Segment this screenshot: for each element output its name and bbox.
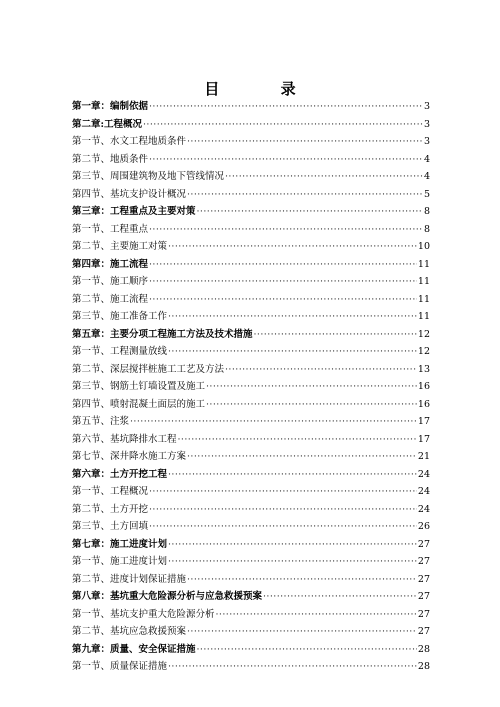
toc-chapter-entry[interactable] (72, 533, 430, 551)
toc-entry-title: 第二节、土方开挖 (72, 503, 149, 515)
toc-page-number: 13 (417, 363, 430, 375)
toc-entry-title: 第二节、施工流程 (72, 293, 149, 305)
toc-section-entry[interactable] (72, 515, 430, 533)
dot-leader (149, 521, 417, 533)
toc-entry-title: 第四章：施工流程 (72, 258, 149, 270)
toc-chapter-entry[interactable] (72, 638, 430, 656)
toc-page-number: 12 (417, 346, 430, 357)
toc-page-number: 17 (417, 416, 430, 427)
toc-entry-title: 第六节、基坑降排水工程 (72, 433, 177, 445)
toc-page-number: 17 (417, 433, 430, 445)
toc-section-entry[interactable] (72, 498, 430, 516)
toc-section-entry[interactable] (72, 235, 430, 253)
dot-leader (216, 609, 417, 621)
toc-page-number: 11 (417, 311, 430, 322)
toc-entry-title: 第四节、基坑支护设计概况 (72, 188, 187, 200)
toc-section-entry[interactable] (72, 358, 430, 376)
dot-leader (263, 591, 417, 603)
toc-chapter-entry[interactable] (72, 113, 430, 131)
toc-page-number: 3 (423, 136, 430, 147)
toc-chapter-entry[interactable] (72, 585, 430, 603)
toc-page-number: 27 (417, 626, 430, 637)
toc-entry-title: 第一节、工程重点 (72, 223, 149, 235)
dot-leader (149, 486, 417, 498)
toc-entry-title: 第二节、主要施工对策 (72, 241, 168, 252)
toc-chapter-entry[interactable] (72, 95, 430, 113)
toc-section-entry[interactable] (72, 183, 430, 201)
toc-section-entry[interactable] (72, 130, 430, 148)
dot-leader (187, 626, 417, 638)
toc-chapter-entry[interactable] (72, 253, 430, 271)
toc-entry-title: 第二节、基坑应急救援预案 (72, 626, 187, 637)
toc-title: 目 录 (204, 80, 324, 98)
dot-leader (168, 661, 417, 673)
toc-page-number: 11 (417, 258, 430, 270)
toc-chapter-entry[interactable] (72, 200, 430, 218)
toc-page-number: 26 (417, 521, 430, 532)
toc-page-number: 27 (417, 556, 430, 567)
dot-leader (149, 504, 417, 516)
toc-page-number: 8 (423, 206, 430, 217)
dot-leader (168, 241, 417, 253)
toc-section-entry[interactable] (72, 305, 430, 323)
toc-entry-title: 第二节、深层搅拌桩施工工艺及方法 (72, 363, 225, 375)
dot-leader (149, 276, 417, 288)
toc-section-entry[interactable] (72, 445, 430, 463)
toc-page-number: 27 (417, 591, 430, 602)
toc-section-entry[interactable] (72, 148, 430, 166)
toc-entry-title: 第三节、施工准备工作 (72, 311, 168, 322)
toc-page-number: 28 (417, 643, 430, 655)
toc-entry-title: 第七章：施工进度计划 (72, 538, 168, 550)
toc-entry-title: 第五章：主要分项工程施工方法及技术措施 (72, 328, 253, 340)
dot-leader (225, 364, 417, 376)
dot-leader (178, 434, 417, 446)
dot-leader (254, 329, 417, 341)
toc-section-entry[interactable] (72, 165, 430, 183)
toc-section-entry[interactable] (72, 410, 430, 428)
toc-section-entry[interactable] (72, 393, 430, 411)
toc-entry-title: 第二节、进度计划保证措施 (72, 573, 187, 585)
toc-page-number: 27 (417, 538, 430, 550)
toc-entry-title: 第一节、水文工程地质条件 (72, 136, 187, 147)
toc-page-number: 3 (423, 118, 430, 130)
dot-leader (168, 556, 417, 568)
toc-page-number: 10 (417, 241, 430, 252)
toc-page-number: 27 (417, 573, 430, 585)
toc-entry-title: 第七节、深井降水施工方案 (72, 451, 187, 462)
dot-leader (225, 171, 423, 183)
dot-leader (149, 224, 423, 236)
toc-entry-title: 第一节、质量保证措施 (72, 661, 168, 672)
toc-page-number: 24 (417, 503, 430, 515)
toc-entry-title: 第二章:工程概况 (72, 118, 143, 130)
toc-entry-title: 第三节、土方回填 (72, 521, 149, 532)
toc-entry-title: 第三章：工程重点及主要对策 (72, 206, 196, 217)
toc-page-number: 16 (417, 381, 430, 392)
toc-entry-title: 第三节、钢筋土钉墙设置及施工 (72, 381, 206, 392)
toc-entry-title: 第一节、基坑支护重大危险源分析 (72, 608, 215, 620)
toc-page-number: 4 (423, 153, 430, 165)
toc-section-entry[interactable] (72, 270, 430, 288)
toc-entry-title: 第四节、喷射混凝土面层的施工 (72, 398, 206, 410)
toc-entry-title: 第一节、工程测量放线 (72, 346, 168, 357)
toc-section-entry[interactable] (72, 620, 430, 638)
dot-leader (149, 101, 423, 113)
toc-entry-title: 第二节、地质条件 (72, 153, 149, 165)
toc-page-number: 5 (423, 188, 430, 200)
dot-leader (197, 644, 417, 656)
toc-section-entry[interactable] (72, 340, 430, 358)
dot-leader (187, 189, 423, 201)
toc-page-number: 24 (417, 468, 430, 480)
dot-leader (187, 136, 423, 148)
dot-leader (168, 311, 417, 323)
toc-entry-title: 第三节、周围建筑物及地下管线情况 (72, 171, 225, 182)
toc-chapter-entry[interactable] (72, 463, 430, 481)
toc-page-number: 27 (417, 608, 430, 620)
toc-entry-title: 第一节、施工进度计划 (72, 556, 168, 567)
toc-page-number: 24 (417, 486, 430, 497)
toc-section-entry[interactable] (72, 603, 430, 621)
toc-page-number: 11 (417, 293, 430, 305)
dot-leader (149, 259, 417, 271)
toc-entry-title: 第一节、工程概况 (72, 486, 149, 497)
toc-section-entry[interactable] (72, 218, 430, 236)
toc-section-entry[interactable] (72, 568, 430, 586)
toc-section-entry[interactable] (72, 428, 430, 446)
toc-section-entry[interactable] (72, 288, 430, 306)
toc-page-number: 12 (417, 328, 430, 340)
toc-section-entry[interactable] (72, 375, 430, 393)
toc-page-number: 4 (423, 171, 430, 182)
toc-page-number: 28 (417, 661, 430, 672)
toc-entry-title: 第九章：质量、安全保证措施 (72, 643, 196, 655)
dot-leader (187, 451, 417, 463)
toc-entry-title: 第一章：编制依据 (72, 101, 149, 112)
dot-leader (206, 381, 417, 393)
dot-leader (187, 574, 417, 586)
toc-entry-title: 第六章：土方开挖工程 (72, 468, 168, 480)
toc-page-number: 16 (417, 398, 430, 410)
dot-leader (197, 206, 423, 218)
dot-leader (168, 346, 417, 358)
toc-section-entry[interactable] (72, 655, 430, 673)
dot-leader (149, 154, 423, 166)
toc-page-number: 3 (423, 101, 430, 112)
toc-entry-title: 第八章：基坑重大危险源分析与应急救援预案 (72, 591, 263, 602)
dot-leader (149, 294, 417, 306)
toc-section-entry[interactable] (72, 550, 430, 568)
toc-entry-title: 第一节、施工顺序 (72, 276, 149, 287)
toc-page-number: 11 (417, 276, 430, 287)
toc-page-number: 21 (417, 451, 430, 462)
dot-leader (206, 399, 417, 411)
dot-leader (168, 469, 417, 481)
dot-leader (143, 119, 423, 131)
toc-entry-title: 第五节、注浆 (72, 416, 130, 427)
toc-chapter-entry[interactable] (72, 323, 430, 341)
dot-leader (130, 416, 417, 428)
toc-page-number: 8 (423, 223, 430, 235)
dot-leader (168, 539, 417, 551)
toc-section-entry[interactable] (72, 480, 430, 498)
